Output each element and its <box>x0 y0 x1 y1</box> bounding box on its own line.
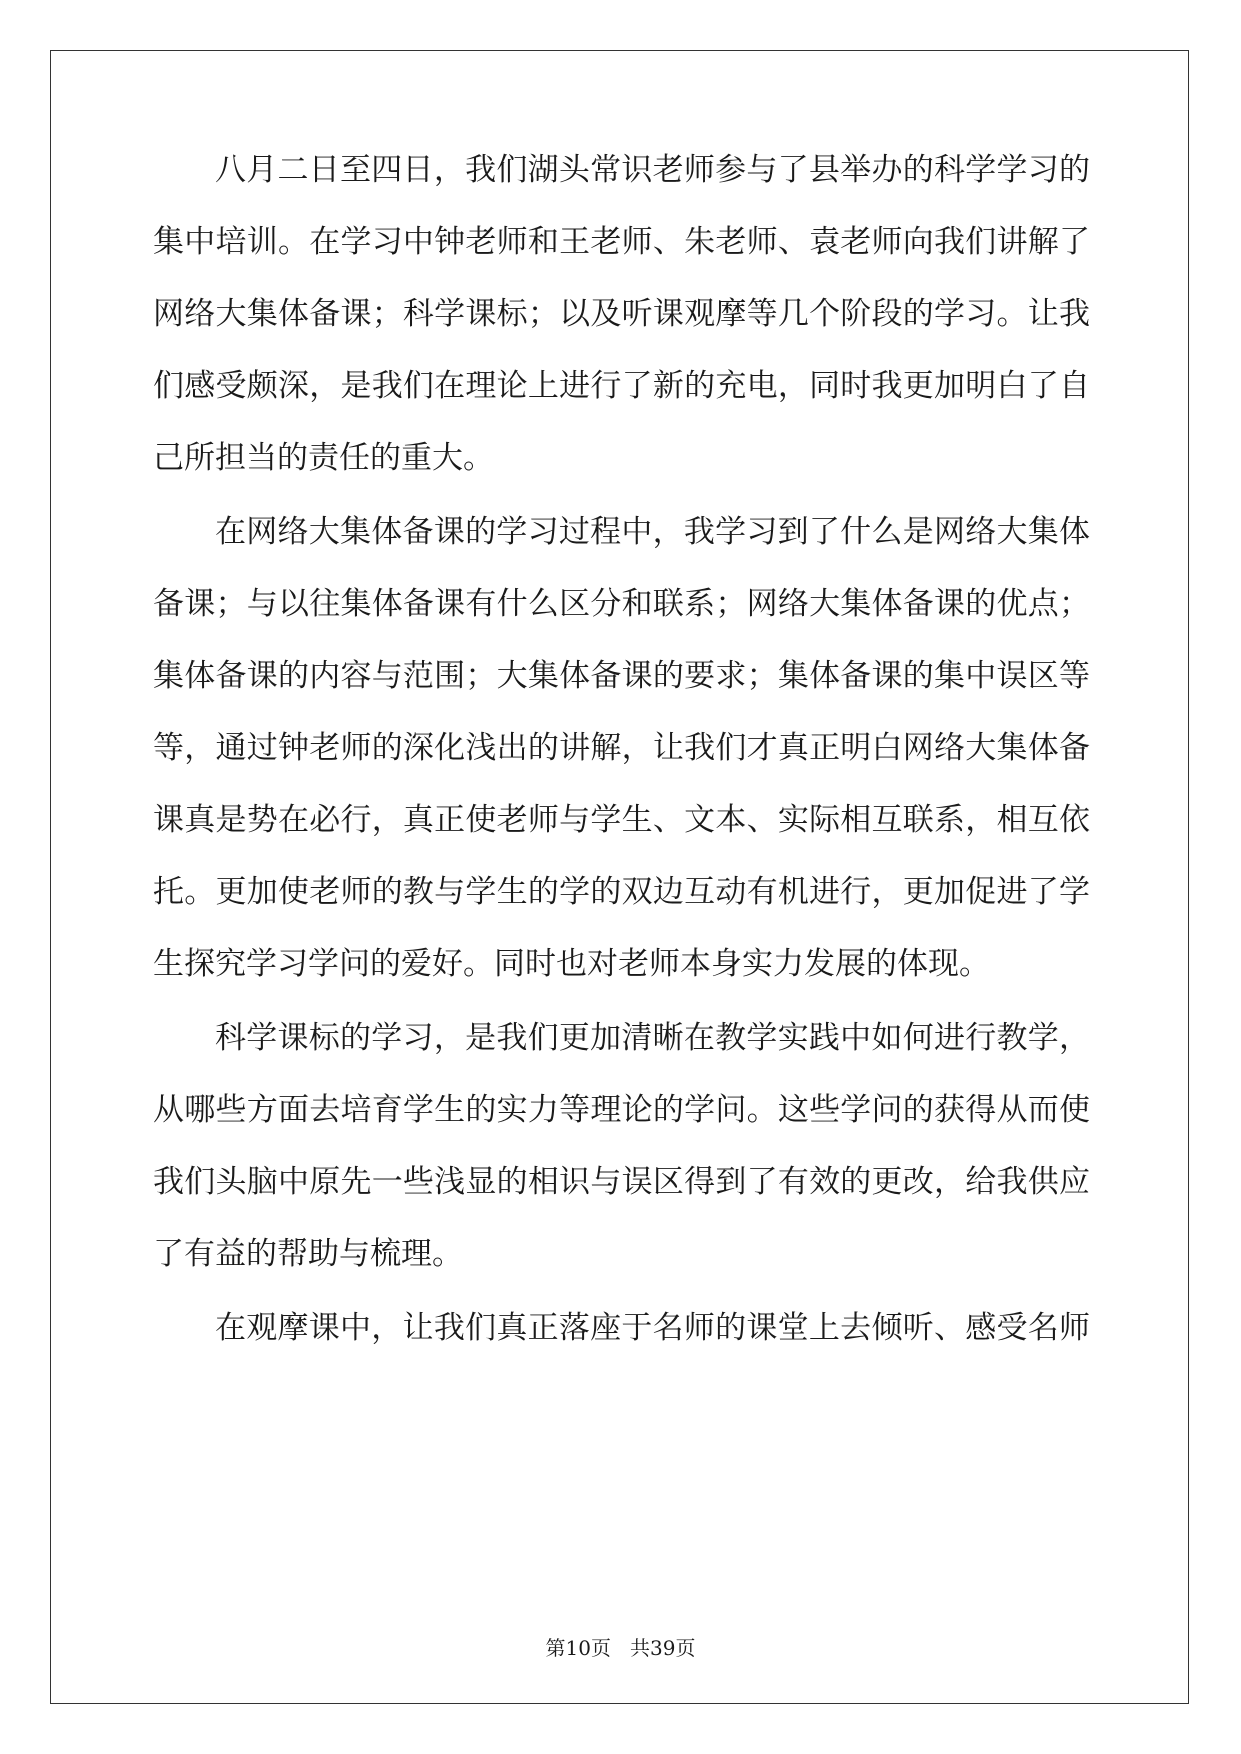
text-line: 集中培训。在学习中钟老师和王老师、朱老师、袁老师向我们讲解了 <box>153 224 1090 260</box>
page-total: 共39页 <box>630 1636 696 1660</box>
text-line: 们感受颇深，是我们在理论上进行了新的充电，同时我更加明白了自 <box>153 368 1090 404</box>
text-line: 等，通过钟老师的深化浅出的讲解，让我们才真正明白网络大集体备 <box>153 730 1090 766</box>
text-line: 备课；与以往集体备课有什么区分和联系；网络大集体备课的优点； <box>153 586 1090 622</box>
text-line: 科学课标的学习，是我们更加清晰在教学实践中如何进行教学， <box>215 1020 1090 1056</box>
text-line: 己所担当的责任的重大。 <box>153 440 494 476</box>
text-line: 生探究学习学问的爱好。同时也对老师本身实力发展的体现。 <box>153 946 990 982</box>
text-line: 我们头脑中原先一些浅显的相识与误区得到了有效的更改，给我供应 <box>153 1164 1090 1200</box>
page-footer <box>0 1632 1241 1661</box>
text-line: 集体备课的内容与范围；大集体备课的要求；集体备课的集中误区等 <box>153 658 1090 694</box>
text-line: 在网络大集体备课的学习过程中，我学习到了什么是网络大集体 <box>215 514 1090 550</box>
text-line: 从哪些方面去培育学生的实力等理论的学问。这些学问的获得从而使 <box>153 1092 1090 1128</box>
text-line: 网络大集体备课；科学课标；以及听课观摩等几个阶段的学习。让我 <box>153 296 1090 332</box>
page-number: 第10页 <box>545 1636 611 1660</box>
text-line: 了有益的帮助与梳理。 <box>153 1236 463 1272</box>
text-line: 在观摩课中，让我们真正落座于名师的课堂上去倾听、感受名师 <box>215 1310 1090 1346</box>
text-line: 八月二日至四日，我们湖头常识老师参与了县举办的科学学习的 <box>215 152 1090 188</box>
text-line: 托。更加使老师的教与学生的学的双边互动有机进行，更加促进了学 <box>153 874 1090 910</box>
text-line: 课真是势在必行，真正使老师与学生、文本、实际相互联系，相互依 <box>153 802 1090 838</box>
